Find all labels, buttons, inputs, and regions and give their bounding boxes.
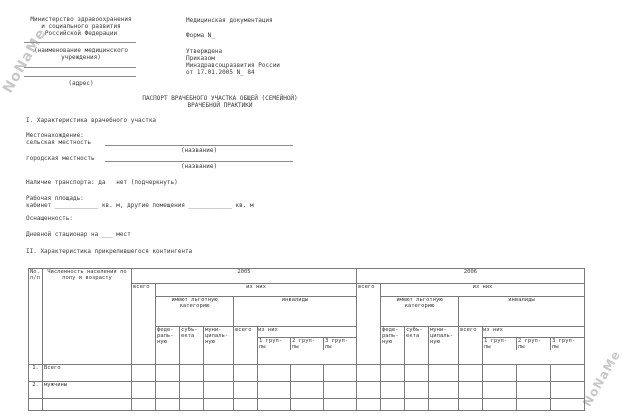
ministry-line-2: и социального развития (41, 23, 121, 30)
doc-type: Медицинская документация (186, 17, 273, 24)
rural-name-hint: (название) (180, 147, 218, 154)
group-3-header-2005: 3 груп- пы (325, 338, 349, 351)
address-rule-2 (24, 76, 136, 77)
rural-field-line (105, 145, 293, 146)
approved-line-1: Утверждена (186, 48, 223, 55)
table-row (29, 399, 585, 411)
col-header-num: No. п/п (29, 269, 43, 365)
year-header-2006: 2006 (357, 269, 585, 284)
disabled-total-header-2005: всего (234, 327, 258, 365)
groups-of-them-2005: из них (258, 327, 356, 338)
approved-line-2: Приказом (186, 55, 215, 62)
day-hospital-line: Дневной стационар на ___ мест (26, 231, 131, 238)
disabled-header-2006: инвалиды (459, 297, 585, 327)
federal-header-2006: феде- раль- ную (381, 327, 405, 365)
groups-cell-2006 (483, 327, 585, 365)
regional-header-2005: субъ- екта (180, 327, 204, 365)
page-title-line-1: ПАСПОРТ ВРАЧЕБНОГО УЧАСТКА ОБЩЕЙ (СЕМЕЙНОЙ) (142, 95, 298, 102)
municipal-header-2006: муни- ципаль- ную (429, 327, 459, 365)
col-header-population: Численность населения по полу и возрасту (43, 269, 132, 365)
area-line: кабинет ____________ кв. м, другие помещения ____________ кв. м (26, 202, 254, 209)
year-header-2005: 2005 (132, 269, 357, 284)
group-2-header-2005: 2 груп- пы (291, 338, 324, 350)
section-2-heading: II. Характеристика прикрепившегося контингента (26, 248, 193, 255)
row-label: мужчины (43, 382, 132, 399)
institution-rule (24, 42, 136, 43)
section-1-heading: I. Характеристика врачебного участка (26, 117, 157, 124)
group-1-header-2006: 1 груп- пы (483, 338, 517, 350)
equipment-label: Оснащенность: (26, 215, 73, 222)
page-title-line-2: ВРАЧЕБНОЙ ПРАКТИКИ (187, 102, 253, 109)
location-label: Местонахождение: (26, 132, 84, 139)
ministry-line-3: Российской Федерации (44, 30, 118, 37)
groups-cell-2005 (258, 327, 357, 365)
of-them-header-2006: из них (381, 284, 585, 297)
form-number: Форма N_ (186, 32, 215, 39)
federal-header-2005: феде- раль- ную (156, 327, 180, 365)
approved-line-4: от 17.01.2005 N_ 84 (186, 69, 255, 76)
row-num: 1. (29, 365, 43, 382)
total-header-2006: всего (357, 284, 381, 365)
urban-field-line (105, 161, 293, 162)
watermark-left: NoNaMe (0, 25, 50, 96)
address-rule-1 (24, 67, 136, 68)
disabled-header-2005: инвалиды (234, 297, 357, 327)
watermark-right: NoNaMe (580, 347, 623, 409)
ministry-line-1: Министерство здравоохранения (30, 16, 132, 23)
regional-header-2006: субъ- екта (405, 327, 429, 365)
groups-of-them-2006: из них (483, 327, 584, 338)
municipal-header-2005: муни- ципаль- ную (204, 327, 234, 365)
table-row (29, 382, 585, 399)
group-2-header-2006: 2 груп- пы (517, 338, 551, 350)
row-num: 2. (29, 382, 43, 399)
approved-line-3: Минздравсоцразвития России (186, 62, 280, 69)
urban-name-hint: (название) (180, 163, 218, 170)
institution-hint-1: (наименование медицинского (34, 47, 128, 54)
group-1-header-2005: 1 груп- пы (258, 338, 291, 350)
area-label: Рабочая площадь: (26, 195, 84, 202)
rural-label: сельская местность (26, 139, 92, 146)
transport-line: Наличие транспорта: да нет (подчеркнуть) (26, 179, 178, 186)
address-hint: (адрес) (68, 80, 94, 87)
group-3-header-2006: 3 груп- пы (552, 338, 576, 351)
privileged-header-2005: имеют льготную категорию (156, 297, 234, 327)
urban-label: городская местность (26, 155, 95, 162)
institution-hint-2: учреждения) (61, 54, 101, 61)
disabled-total-header-2006: всего (459, 327, 483, 365)
row-label: Всего (43, 365, 132, 382)
total-header-2005: всего (132, 284, 156, 365)
contingent-table (28, 268, 585, 411)
of-them-header-2005: из них (156, 284, 357, 297)
privileged-header-2006: имеют льготную категорию (381, 297, 459, 327)
table-row (29, 365, 585, 382)
